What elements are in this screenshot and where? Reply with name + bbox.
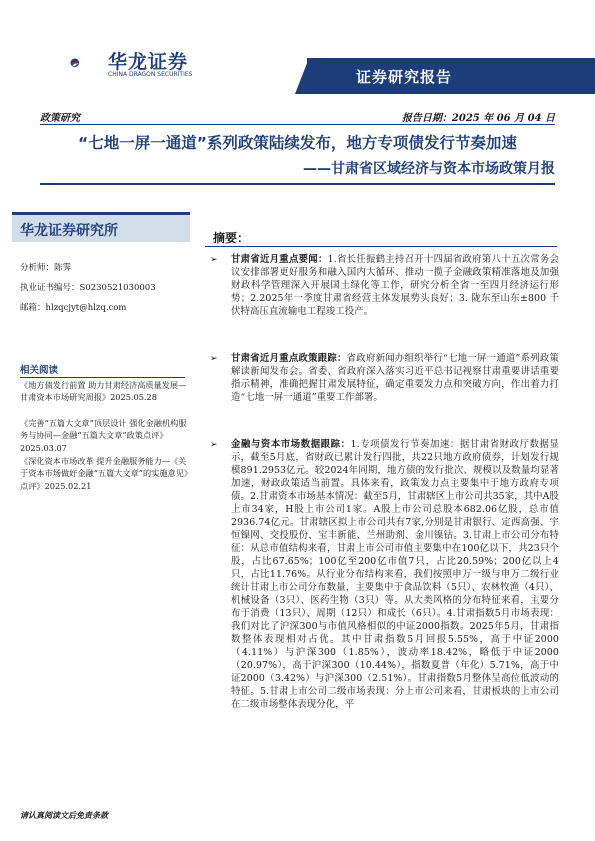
arrow-bullet-icon: ➢ — [210, 354, 218, 364]
institute-name: 华龙证券研究所 — [20, 223, 118, 239]
item-lead: 金融与资本市场数据跟踪： — [231, 439, 351, 450]
institute-header — [12, 212, 190, 242]
abstract-item-policy — [231, 352, 559, 404]
related-item[interactable]: 《地方债发行前置 助力甘肃经济高质量发展—甘肃资本市场研究周报》2025.05.28 — [20, 380, 187, 403]
abstract-item-market — [231, 438, 559, 808]
report-category: 政策研究 — [40, 113, 80, 124]
related-divider — [20, 377, 185, 378]
company-logo — [70, 44, 108, 82]
abstract-item-news — [231, 253, 559, 318]
analyst-email: 邮箱：hlzqcjyt@hlzq.com — [20, 303, 127, 313]
item-text: 1.省长任振鹤主持召开十四届省政府第八十五次常务会议安排部署更好服务和融入国内大循环、推动一揽子金融政策精准落地及加强财政科学管理深入开展国土绿化等工作，研究分析全省一至四月经济运行形势；2.2025年一季度甘肃省经营主体发展势头良好；3. 陇东至山东±800 千伏特高压直流输电工程竣工投产。 — [231, 254, 559, 317]
item-lead: 甘肃省近月重点要闻： — [231, 254, 328, 265]
disclaimer-note: 请认真阅读文后免责条款 — [20, 810, 108, 820]
item-lead: 甘肃省近月重点政策跟踪： — [231, 353, 347, 364]
report-title: “七地一屏一通道”系列政策陆续发布，地方专项债发行节奏加速 — [78, 134, 517, 152]
brand-name: 华龙证券 — [108, 51, 189, 73]
abstract-heading: 摘要： — [213, 231, 250, 245]
item-text: 1.专项债发行节奏加速：据甘肃省财政厅数据显示，截至5月底，省财政已累计发行四批，共22只地方政府债券，计划发行规模891.2953亿元。较2024年同期，地方债的发行批次、规模以及数量均显著加速，财政政策适当前置。具体来看，政策发力点主要集中于地方政府专项债。2.甘肃资本市场基本情况：截至5月，甘肃辖区上市公司共35家，其中A股上市34家，H股上市公司1家。A股上市公司总股本682.06亿股，总市值2936.74亿元。甘肃辖区拟上市公司共有7家,分别是甘肃银行、定西高强、宇恒镍网、交投股份、宝丰新能、兰州助剂、金川镍钴。3.甘肃上市公司分布特征：从总市值结构来看，甘肃上市公司市值主要集中在100亿以下，共23只个股，占比67.65%；100亿至200亿市值7只，占比20.59%；200亿以上4只，占比11.76%。从行业分布结构来看，我们按照申万一级与申万二级行业统计甘肃上市公司分布数量，主要集中于食品饮料（5只）、农林牧渔（4只）、机械设备（3只）、医药生物（3只）等。从大类风格的分布特征来看，主要分布于消费（13只）、周期（12只）和成长（6只）。4.甘肃指数5月市场表现：我们对比了沪深300与市值风格相似的中证2000指数。2025年5月，甘肃指数整体表现相对占优。其中甘肃指数5月回报5.55%，高于中证2000（4.11%）与沪深300（1.85%），波动率18.42%，略低于中证2000（20.97%），高于沪深300（10.44%），指数夏普（年化）5.71%，高于中证2000（3.42%）与沪深300（2.51%）。甘肃指数5月整体呈高位低波动的特征。5.甘肃上市公司二级市场表现：分上市公司来看，甘肃板块的上市公司在二级市场整体表现分化，平 — [231, 439, 559, 710]
related-reading-heading: 相关阅读 — [20, 365, 59, 376]
title-divider — [40, 183, 555, 185]
arrow-bullet-icon: ➢ — [210, 255, 218, 265]
related-item[interactable]: 《深化资本市场改革 提升金融服务能力—《关于资本市场做好金融“五篇大文章”的实施意见》点评》2025.02.21 — [20, 456, 189, 491]
banner-label: 证券研究报告 — [356, 68, 453, 86]
item-text: 省政府新闻办组织举行“七地一屏一通道”系列政策解读新闻发布会。省委、省政府深入落实习近平总书记视察甘肃重要讲话重要指示精神，准确把握甘肃发展特征，确定重要发力点和突破方向，作出着力打造“七地一屏一通道”重要工作部署。 — [231, 353, 559, 403]
license-number: 执业证书编号：S0230521030003 — [20, 283, 156, 293]
report-date: 报告日期：2025 年 06 月 04 日 — [401, 113, 555, 124]
arrow-bullet-icon: ➢ — [210, 440, 218, 450]
brand-name-en: CHINA DRAGON SECURITIES — [108, 71, 193, 78]
abstract-divider — [205, 246, 557, 247]
report-subtitle: ——甘肃省区域经济与资本市场政策月报 — [303, 161, 555, 177]
header-divider — [40, 124, 555, 125]
related-item[interactable]: 《完善“五篇大文章”顶层设计 强化金融机构服务与协同—金融“五篇大文章”政策点评》2025.03.07 — [20, 418, 187, 453]
analyst-name: 分析师：陈霁 — [20, 263, 72, 273]
